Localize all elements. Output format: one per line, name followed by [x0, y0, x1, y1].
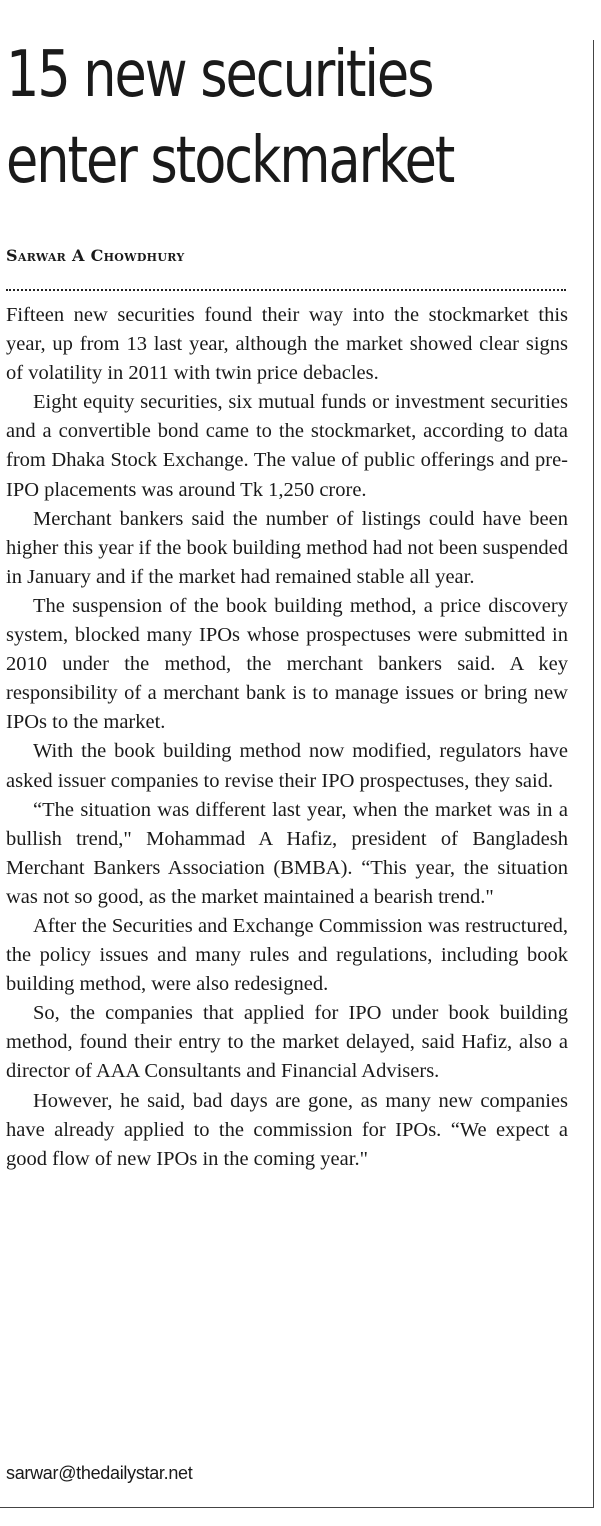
- article-body: [6, 301, 568, 1174]
- paragraph: With the book building method now modified, regulators have asked issuer companies to revise their IPO prospectuses, they said.: [6, 740, 568, 792]
- paragraph: The suspension of the book building method, a price discovery system, blocked many IPOs whose prospectuses were submitted in 2010 under the method, the merchant bankers said. A key responsibility of a merchant bank is to manage issues or bring new IPOs to the market.: [6, 594, 568, 734]
- paragraph: After the Securities and Exchange Commission was restructured, the policy issues and many rules and regulations, including book building method, were also redesigned.: [6, 914, 568, 996]
- headline-line-2: enter stockmarket: [6, 124, 454, 198]
- headline: [6, 32, 469, 204]
- paragraph: Eight equity securities, six mutual funds or investment securities and a convertible bond came to the stockmarket, according to data from Dhaka Stock Exchange. The value of public offerings and pre-IPO placements was around Tk 1,250 crore.: [6, 391, 568, 501]
- paragraph: Merchant bankers said the number of listings could have been higher this year if the book building method had not been suspended in January and if the market had remained stable all year.: [6, 507, 568, 588]
- headline-line-1: 15 new securities: [6, 38, 433, 112]
- column-rule: [593, 40, 594, 1508]
- paragraph: So, the companies that applied for IPO under book building method, found their entry to the market delayed, said Hafiz, also a director of AAA Consultants and Financial Advisers.: [6, 1002, 568, 1083]
- paragraph: Fifteen new securities found their way into the stockmarket this year, up from 13 last year, although the market showed clear signs of volatility in 2011 with twin price debacles.: [6, 304, 568, 385]
- news-article: [6, 0, 568, 1526]
- byline: Sarwar A Chowdhury: [6, 246, 185, 265]
- bottom-rule: [0, 1507, 594, 1508]
- paragraph: However, he said, bad days are gone, as many new companies have already applied to the commission for IPOs. “We expect a good flow of new IPOs in the coming year.": [6, 1089, 568, 1170]
- author-email: sarwar@thedailystar.net: [6, 1463, 193, 1483]
- paragraph: “The situation was different last year, when the market was in a bullish trend," Mohammad A Hafiz, president of Bangladesh Merchant Bankers Association (BMBA). “This year, the situation was not so good, as the market maintained a bearish trend.": [6, 798, 568, 908]
- dotted-divider: [6, 289, 566, 291]
